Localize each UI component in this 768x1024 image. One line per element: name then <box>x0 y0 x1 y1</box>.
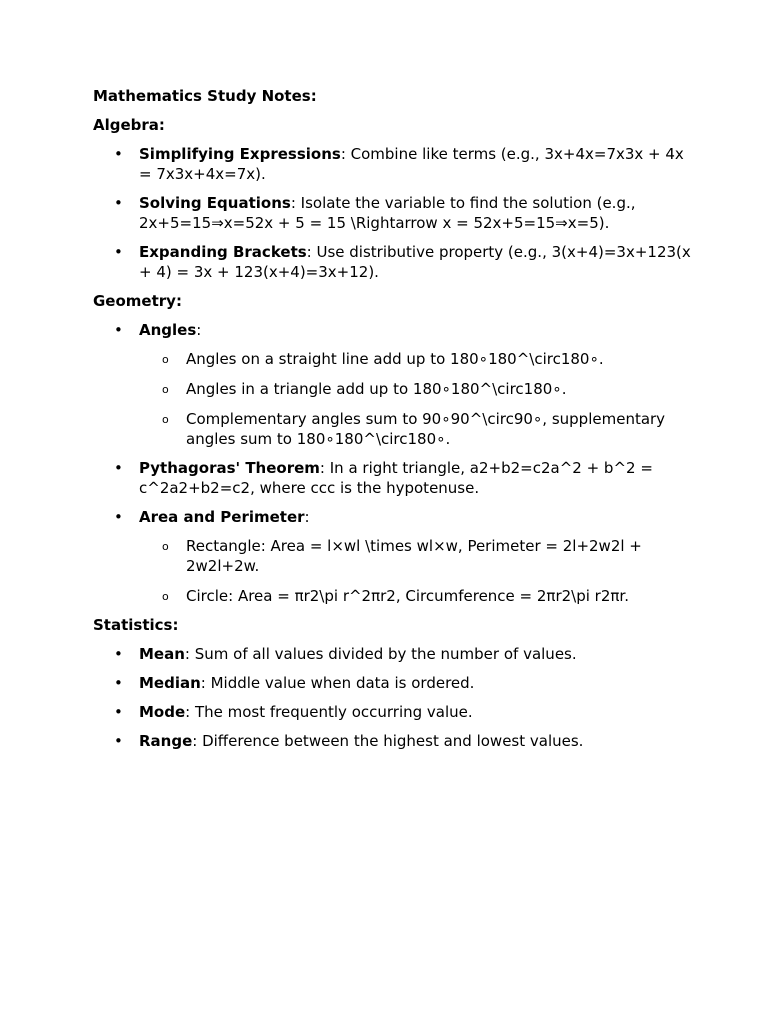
item-text: : <box>196 321 202 339</box>
section-heading: Algebra: <box>93 116 165 134</box>
section-geometry <box>93 291 693 606</box>
sub-list-item: o Angles in a triangle add up to 180∘180^\circ180∘. <box>139 379 693 399</box>
term-label: Mean <box>139 645 185 663</box>
document-title: Mathematics Study Notes: <box>93 87 317 105</box>
section-statistics <box>93 615 693 751</box>
section-algebra <box>93 115 693 282</box>
term-label: Pythagoras' Theorem <box>139 459 320 477</box>
term-label: Solving Equations <box>139 194 291 212</box>
sub-list <box>139 536 693 606</box>
term-label: Range <box>139 732 193 750</box>
list-item <box>93 702 693 722</box>
term-label: Median <box>139 674 201 692</box>
term-label: Simplifying Expressions <box>139 145 341 163</box>
list-item <box>93 673 693 693</box>
list-item <box>93 242 693 282</box>
section-heading: Statistics: <box>93 616 179 634</box>
sub-list-item: o Complementary angles sum to 90∘90^\circ90∘, supplementary angles sum to 180∘180^\circ180∘. <box>139 409 693 449</box>
list-item <box>93 144 693 184</box>
item-text: : Isolate the variable to find the solution (e.g., 2x+5=15⇒x=52x + 5 = 15 \Rightarrow x = 52x+5=15⇒x=5). <box>139 194 636 232</box>
list-item <box>93 458 693 498</box>
item-text: : <box>304 508 310 526</box>
term-label: Area and Perimeter <box>139 508 305 526</box>
sub-list <box>139 349 693 449</box>
term-label: Angles <box>139 321 197 339</box>
bullet-list <box>93 320 693 606</box>
list-item <box>93 731 693 751</box>
list-item <box>93 193 693 233</box>
list-item <box>93 320 693 449</box>
item-text: : Difference between the highest and lowest values. <box>192 732 584 750</box>
item-text: : The most frequently occurring value. <box>185 703 473 721</box>
item-text: : Middle value when data is ordered. <box>200 674 475 692</box>
sub-list-item: o Circle: Area = πr2\pi r^2πr2, Circumference = 2πr2\pi r2πr. <box>139 586 693 606</box>
item-text: : Use distributive property (e.g., 3(x+4)=3x+123(x + 4) = 3x + 123(x+4)=3x+12). <box>139 243 691 281</box>
item-text: : Sum of all values divided by the number of values. <box>184 645 577 663</box>
section-heading: Geometry: <box>93 292 182 310</box>
item-text: : In a right triangle, a2+b2=c2a^2 + b^2 = c^2a2+b2=c2, where ccc is the hypotenuse. <box>139 459 653 497</box>
term-label: Expanding Brackets <box>139 243 307 261</box>
bullet-list <box>93 644 693 751</box>
item-text: : Combine like terms (e.g., 3x+4x=7x3x + 4x = 7x3x+4x=7x). <box>139 145 684 183</box>
list-item <box>93 507 693 606</box>
document-body <box>93 86 693 760</box>
list-item <box>93 644 693 664</box>
sub-list-item: o Rectangle: Area = l×wl \times wl×w, Perimeter = 2l+2w2l + 2w2l+2w. <box>139 536 693 576</box>
term-label: Mode <box>139 703 186 721</box>
bullet-list <box>93 144 693 282</box>
sub-list-item: o Angles on a straight line add up to 180∘180^\circ180∘. <box>139 349 693 369</box>
